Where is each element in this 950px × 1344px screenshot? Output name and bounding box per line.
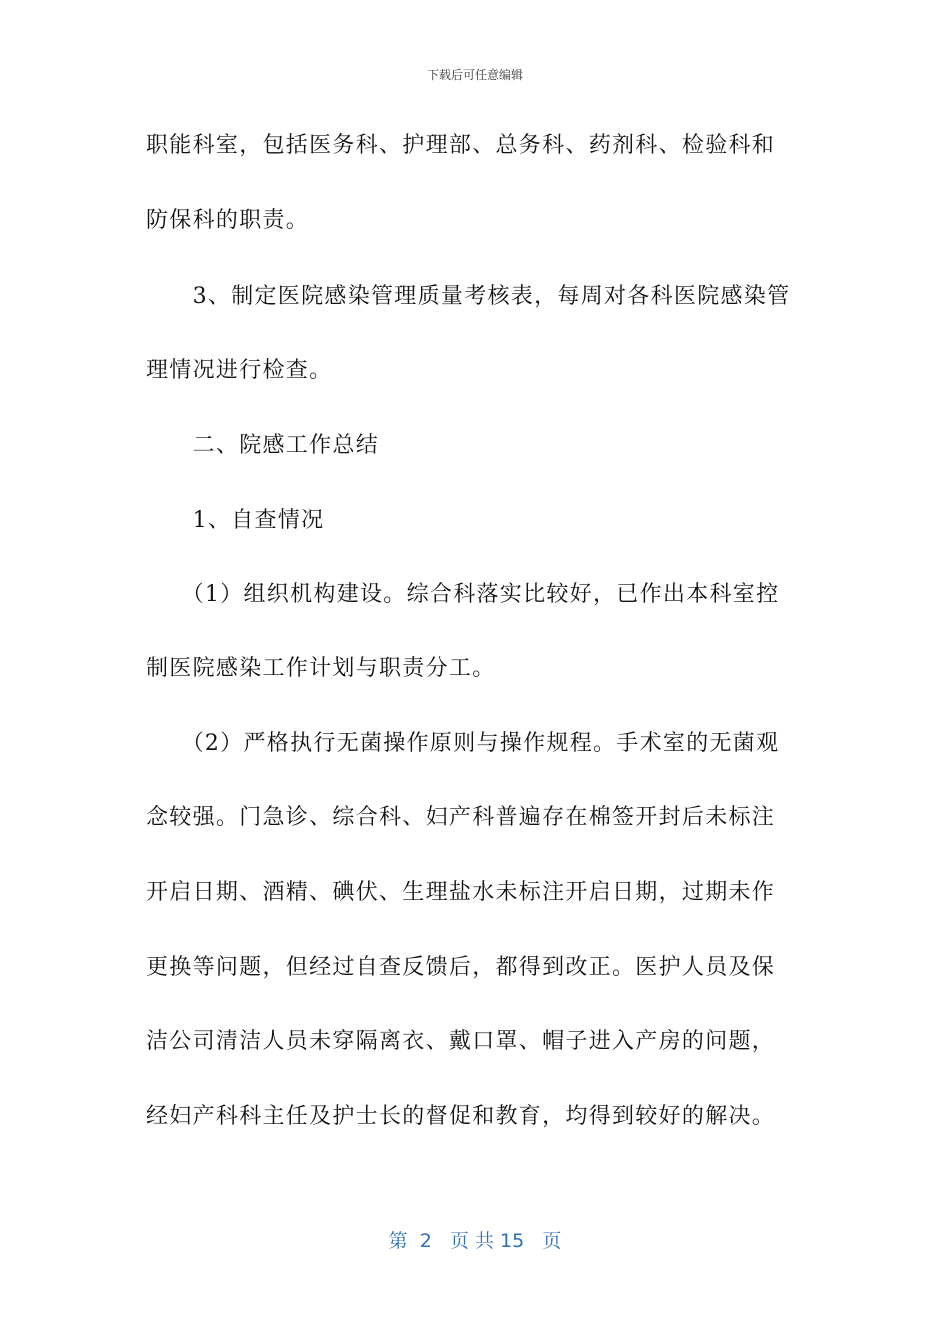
text-line: 开启日期、酒精、碘伏、生理盐水未标注开启日期，过期未作 xyxy=(146,880,776,905)
text-line: 念较强。门急诊、综合科、妇产科普遍存在棉签开封后未标注 xyxy=(146,805,776,830)
text-line: 防保科的职责。 xyxy=(146,208,310,233)
text-line: 更换等问题，但经过自查反馈后，都得到改正。医护人员及保 xyxy=(146,955,776,980)
text-line: （2）严格执行无菌操作原则与操作规程。手术室的无菌观 xyxy=(146,731,780,756)
text-line: （1）组织机构建设。综合科落实比较好，已作出本科室控 xyxy=(146,582,780,607)
text-line: 1、自查情况 xyxy=(146,508,325,533)
page-number-footer: 第 2 页 共 15 页 xyxy=(388,1230,562,1252)
text-line: 制医院感染工作计划与职责分工。 xyxy=(146,656,496,681)
text-line: 职能科室，包括医务科、护理部、总务科、药剂科、检验科和 xyxy=(146,133,776,158)
text-line: 洁公司清洁人员未穿隔离衣、戴口罩、帽子进入产房的问题， xyxy=(146,1029,776,1054)
text-line: 3、制定医院感染管理质量考核表，每周对各科医院感染管 xyxy=(146,284,791,309)
text-line: 经妇产科科主任及护士长的督促和教育，均得到较好的解决。 xyxy=(146,1104,776,1129)
text-line: 理情况进行检查。 xyxy=(146,358,333,383)
text-line: 二、院感工作总结 xyxy=(146,433,380,458)
header-note: 下载后可任意编辑 xyxy=(426,68,523,82)
